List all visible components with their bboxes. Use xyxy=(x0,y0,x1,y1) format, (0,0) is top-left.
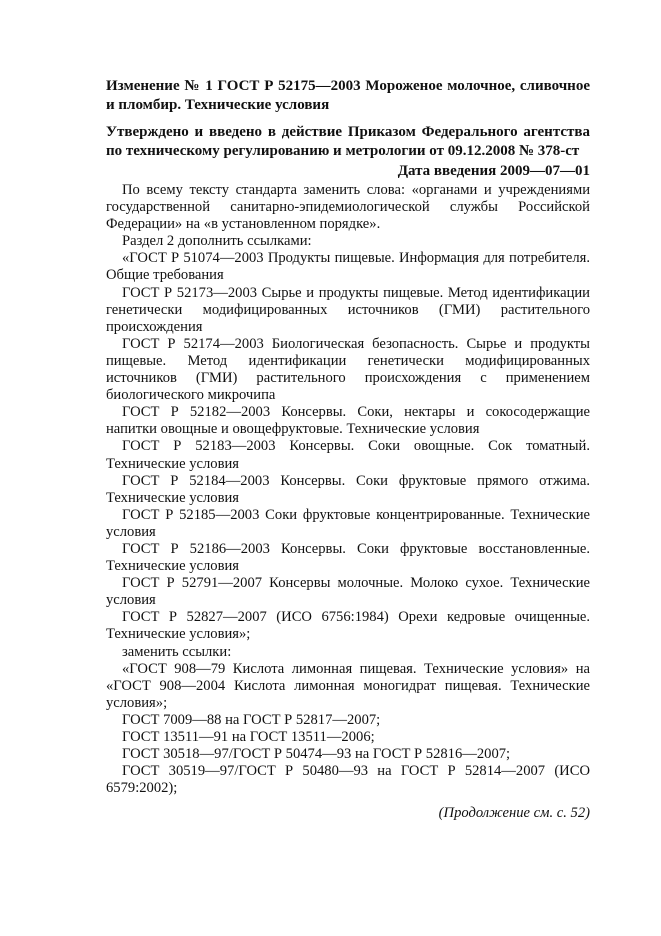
paragraph: «ГОСТ Р 51074—2003 Продукты пищевые. Информация для потребителя. Общие требования xyxy=(106,250,590,284)
paragraph: ГОСТ Р 52184—2003 Консервы. Соки фруктовые прямого отжима. Технические условия xyxy=(106,472,590,506)
document-body xyxy=(106,182,590,797)
paragraph: ГОСТ Р 52185—2003 Соки фруктовые концентрированные. Технические условия xyxy=(106,506,590,540)
paragraph: ГОСТ 7009—88 на ГОСТ Р 52817—2007; xyxy=(122,711,381,728)
paragraph: ГОСТ 30519—97/ГОСТ Р 50480—93 на ГОСТ Р 52814—2007 (ИСО 6579:2002); xyxy=(106,763,590,797)
paragraph: Раздел 2 дополнить ссылками: xyxy=(122,233,312,250)
approval-statement: Утверждено и введено в действие Приказом Федерального агентства по техническому регулированию и метрологии от 09.12.2008 № 378-ст xyxy=(106,124,590,159)
paragraph: ГОСТ Р 52173—2003 Сырье и продукты пищевые. Метод идентификации генетически модифицированных источников (ГМИ) растительного происхождения xyxy=(106,284,590,335)
paragraph: ГОСТ Р 52827—2007 (ИСО 6756:1984) Орехи кедровые очищенные. Технические условия»; xyxy=(106,609,590,643)
paragraph: заменить ссылки: xyxy=(122,643,232,660)
paragraph: ГОСТ Р 52182—2003 Консервы. Соки, нектары и сокосодержащие напитки овощные и овощефруктовые. Технические условия xyxy=(106,404,590,438)
continuation-note: (Продолжение см. с. 52) xyxy=(438,805,590,821)
paragraph: ГОСТ Р 52174—2003 Биологическая безопасность. Сырье и продукты пищевые. Метод идентификации генетически модифицированных источников (ГМИ) растительного происхождения с применением биологического микрочипа xyxy=(106,335,590,404)
paragraph: ГОСТ 30518—97/ГОСТ Р 50474—93 на ГОСТ Р 52816—2007; xyxy=(122,746,511,763)
paragraph: «ГОСТ 908—79 Кислота лимонная пищевая. Технические условия» на «ГОСТ 908—2004 Кислота лимонная моногидрат пищевая. Технические условия»; xyxy=(106,660,590,711)
paragraph: По всему тексту стандарта заменить слова: «органами и учреждениями государственной санитарно-эпидемиологической службы Российской Федерации» на «в установленном порядке». xyxy=(106,182,590,233)
effective-date: Дата введения 2009—07—01 xyxy=(397,163,590,179)
paragraph: ГОСТ Р 52186—2003 Консервы. Соки фруктовые восстановленные. Технические условия xyxy=(106,540,590,575)
paragraph: ГОСТ Р 52791—2007 Консервы молочные. Молоко сухое. Технические условия xyxy=(106,575,590,609)
amendment-title: Изменение № 1 ГОСТ Р 52175—2003 Мороженое молочное, сливочное и пломбир. Технические условия xyxy=(106,78,590,113)
paragraph: ГОСТ 13511—91 на ГОСТ 13511—2006; xyxy=(122,729,375,745)
document-header xyxy=(106,77,590,181)
paragraph: ГОСТ Р 52183—2003 Консервы. Соки овощные. Сок томатный. Технические условия xyxy=(106,438,590,472)
